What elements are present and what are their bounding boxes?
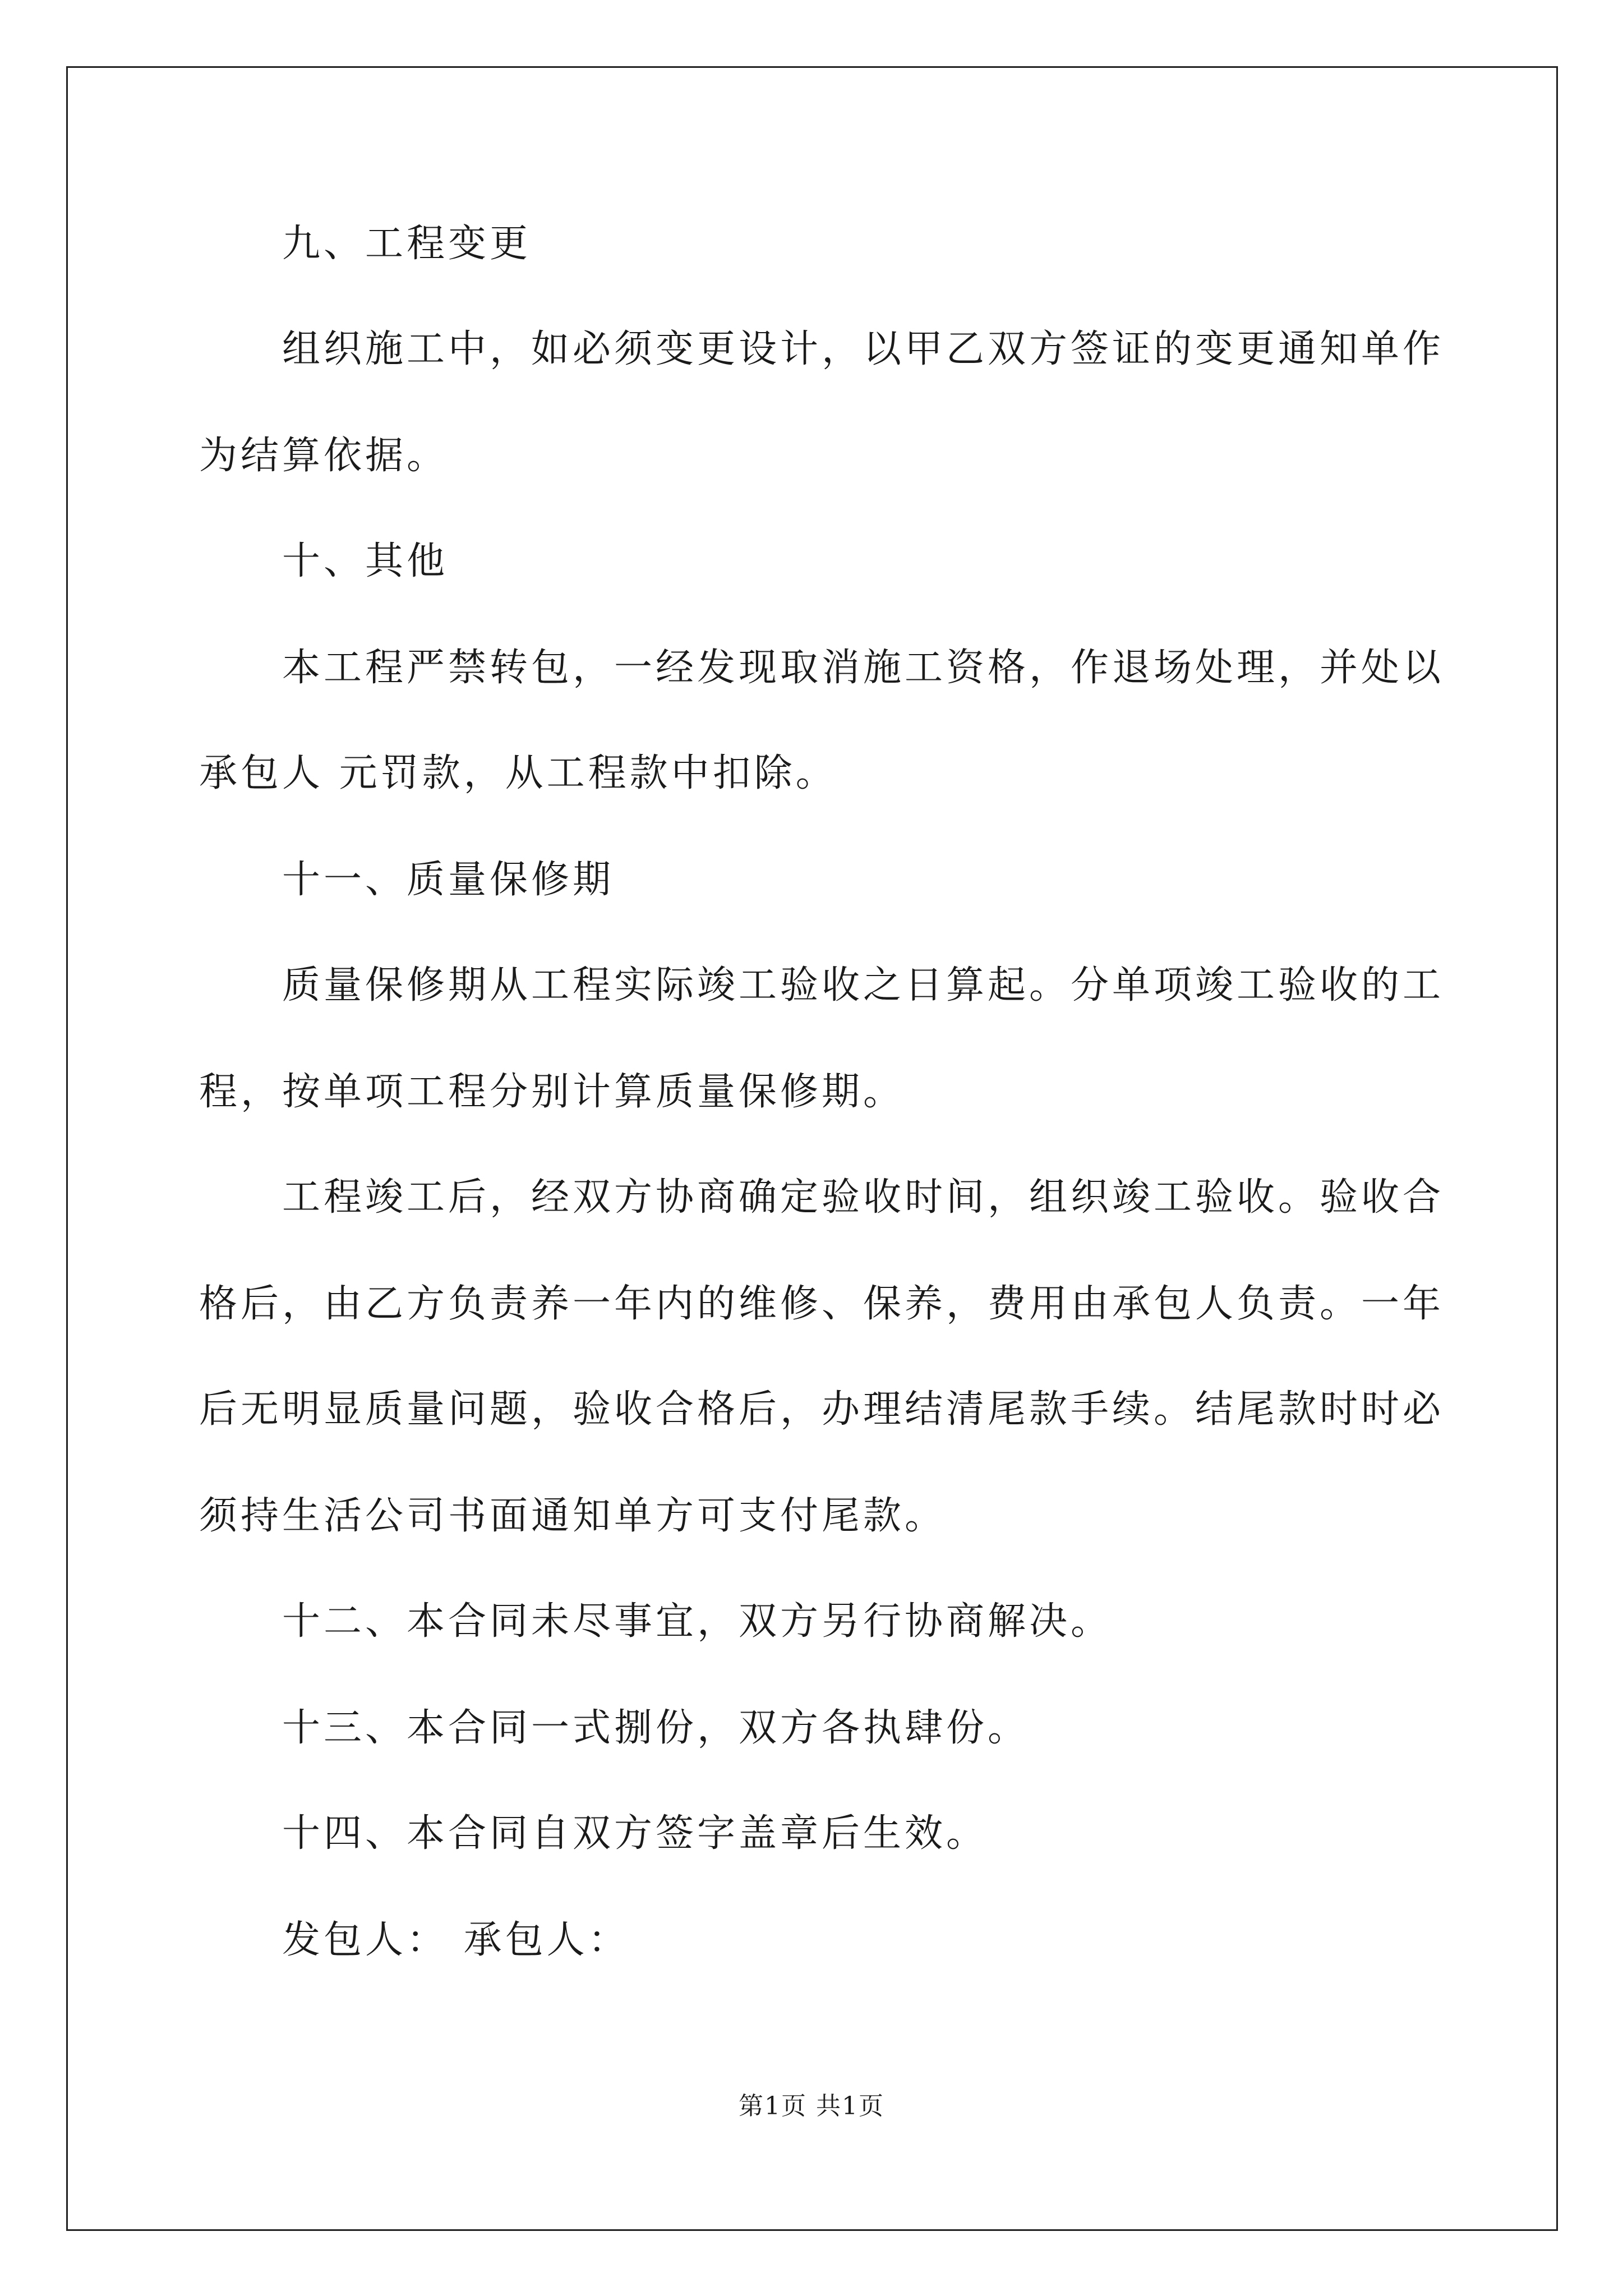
section-heading-9: 九、工程变更 [282, 222, 532, 266]
page-border [66, 66, 1558, 2231]
paragraph-line: 组织施工中，如必须变更设计，以甲乙双方签证的变更通知单作 [282, 327, 1445, 371]
page-number-footer: 第1页 共1页 [739, 2092, 884, 2120]
paragraph-line: 程，按单项工程分别计算质量保修期。 [199, 1070, 905, 1114]
section-heading-10: 十、其他 [282, 539, 449, 583]
signature-line: 发包人： 承包人： [282, 1918, 630, 1962]
paragraph-line: 后无明显质量问题，验收合格后，办理结清尾款手续。结尾款时时必 [199, 1387, 1445, 1432]
section-heading-11: 十一、质量保修期 [282, 858, 615, 902]
paragraph-line: 质量保修期从工程实际竣工验收之日算起。分单项竣工验收的工 [282, 963, 1445, 1007]
clause-12: 十二、本合同未尽事宜，双方另行协商解决。 [282, 1599, 1113, 1644]
clause-13: 十三、本合同一式捌份，双方各执肆份。 [282, 1706, 1030, 1750]
paragraph-line: 承包人 元罚款，从工程款中扣除。 [199, 751, 837, 795]
paragraph-line: 本工程严禁转包，一经发现取消施工资格，作退场处理，并处以 [282, 646, 1445, 690]
paragraph-line: 格后，由乙方负责养一年内的维修、保养，费用由承包人负责。一年 [199, 1282, 1445, 1326]
paragraph-line: 为结算依据。 [199, 434, 449, 478]
clause-14: 十四、本合同自双方签字盖章后生效。 [282, 1811, 988, 1856]
paragraph-line: 须持生活公司书面通知单方可支付尾款。 [199, 1494, 947, 1538]
paragraph-line: 工程竣工后，经双方协商确定验收时间，组织竣工验收。验收合 [282, 1175, 1445, 1220]
